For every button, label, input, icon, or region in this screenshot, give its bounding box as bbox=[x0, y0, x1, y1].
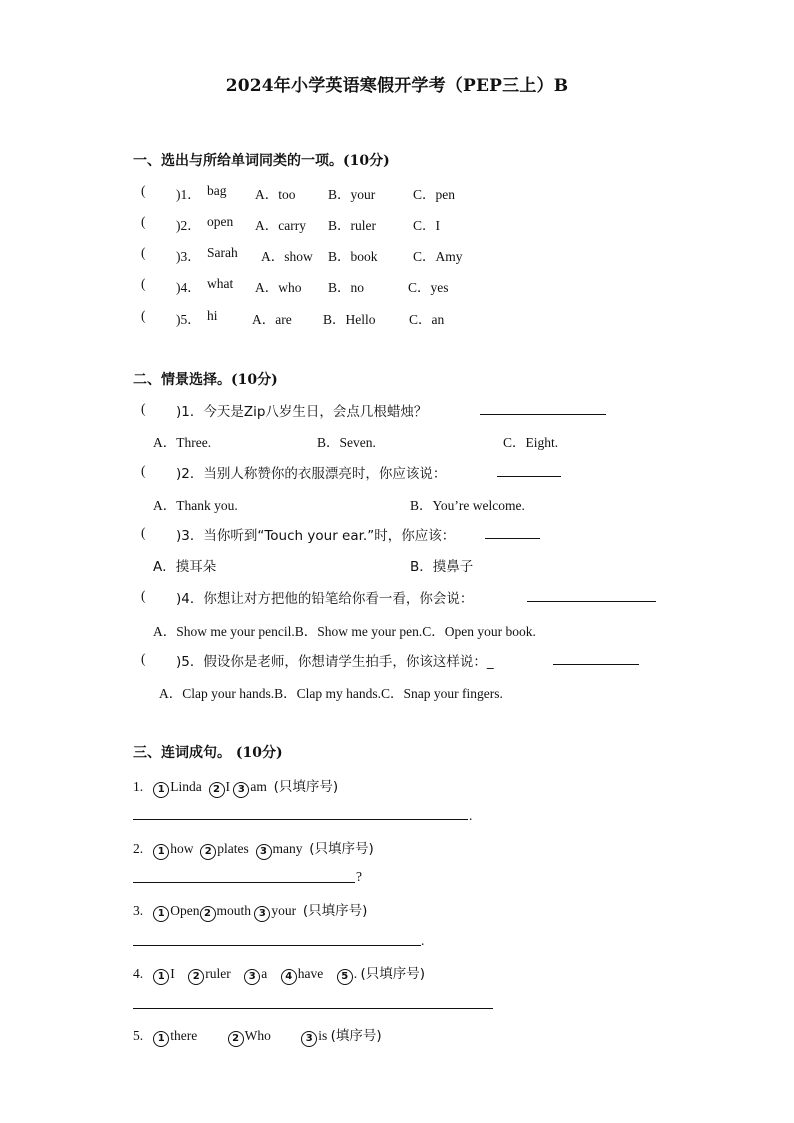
option-b: B．摸鼻子 bbox=[410, 559, 474, 575]
section-1-heading: 一、选出与所给单词同类的一项。(10分) bbox=[133, 153, 390, 169]
word: am bbox=[250, 779, 267, 794]
question-number: 2. bbox=[133, 841, 144, 856]
question-text: )5．假设你是老师，你想请学生拍手，你该这样说：_ bbox=[176, 654, 494, 670]
question-number: 4. bbox=[133, 966, 144, 981]
circled-number: 4 bbox=[281, 969, 297, 985]
circled-number: 3 bbox=[233, 782, 249, 798]
word: a bbox=[261, 966, 268, 981]
word: Open bbox=[170, 903, 200, 918]
word: your bbox=[271, 903, 297, 918]
given-word: bag bbox=[207, 183, 227, 198]
circled-number: 1 bbox=[153, 969, 169, 985]
circled-number: 2 bbox=[209, 782, 225, 798]
given-word: what bbox=[207, 276, 234, 291]
option-b: B．ruler bbox=[328, 218, 376, 233]
given-word: open bbox=[207, 214, 234, 229]
page-title: 2024年小学英语寒假开学考（PEP三上）B bbox=[225, 76, 569, 96]
word: Linda bbox=[170, 779, 202, 794]
sentence-end-mark: . bbox=[421, 933, 425, 948]
option-c: C．Amy bbox=[413, 249, 463, 264]
word: . bbox=[353, 966, 358, 981]
circled-number: 2 bbox=[228, 1031, 244, 1047]
option-a: A．are bbox=[252, 312, 292, 327]
instruction-note: (只填序号) bbox=[302, 903, 368, 919]
answer-paren[interactable]: ( bbox=[141, 525, 146, 540]
options-row: A．Clap your hands.B．Clap my hands.C．Snap your fingers. bbox=[159, 686, 503, 701]
given-word: Sarah bbox=[207, 245, 238, 260]
section-3-heading: 三、连词成句。 (10分) bbox=[133, 745, 283, 761]
question-number: )5． bbox=[176, 312, 201, 327]
option-b: B．no bbox=[328, 280, 365, 295]
answer-line[interactable] bbox=[133, 1008, 493, 1009]
word: Who bbox=[244, 1028, 271, 1043]
question-number: 3. bbox=[133, 903, 144, 918]
question-text: )3．当你听到“Touch your ear.”时，你应该： bbox=[176, 528, 456, 544]
scramble-words bbox=[133, 899, 367, 922]
option-c: C．yes bbox=[408, 280, 449, 295]
question-number: )1． bbox=[176, 187, 201, 202]
circled-number: 3 bbox=[254, 906, 270, 922]
circled-number: 3 bbox=[301, 1031, 317, 1047]
scramble-words bbox=[133, 962, 425, 985]
answer-paren[interactable]: ( bbox=[141, 463, 146, 478]
circled-number: 1 bbox=[153, 844, 169, 860]
question-text: )2．当别人称赞你的衣服漂亮时，你应该说： bbox=[176, 466, 447, 482]
circled-number: 1 bbox=[153, 906, 169, 922]
option-a: A．摸耳朵 bbox=[153, 559, 217, 575]
instruction-note: (只填序号) bbox=[360, 966, 426, 982]
word: how bbox=[170, 841, 194, 856]
sentence-end-mark: . bbox=[469, 808, 473, 823]
question-number: )3． bbox=[176, 249, 201, 264]
instruction-note: (填序号) bbox=[330, 1028, 382, 1044]
question-number: )4． bbox=[176, 280, 201, 295]
answer-line[interactable] bbox=[133, 819, 468, 820]
circled-number: 5 bbox=[337, 969, 353, 985]
scramble-words bbox=[133, 775, 338, 798]
word: there bbox=[170, 1028, 198, 1043]
section-2-heading: 二、情景选择。(10分) bbox=[133, 372, 278, 388]
circled-number: 3 bbox=[256, 844, 272, 860]
circled-number: 1 bbox=[153, 1031, 169, 1047]
option-a: A．Three. bbox=[153, 435, 212, 450]
circled-number: 2 bbox=[200, 906, 216, 922]
answer-blank[interactable] bbox=[480, 402, 606, 415]
answer-paren[interactable]: ( bbox=[141, 588, 146, 603]
instruction-note: (只填序号) bbox=[273, 779, 339, 795]
answer-blank[interactable] bbox=[527, 589, 656, 602]
answer-paren[interactable]: ( bbox=[141, 276, 146, 291]
question-text: )1．今天是Zip八岁生日，会点几根蜡烛？ bbox=[176, 404, 428, 420]
word: ruler bbox=[205, 966, 231, 981]
answer-paren[interactable]: ( bbox=[141, 401, 146, 416]
circled-number: 3 bbox=[244, 969, 260, 985]
option-b: B．You’re welcome. bbox=[410, 498, 525, 513]
instruction-note: (只填序号) bbox=[309, 841, 374, 857]
option-c: C．pen bbox=[413, 187, 455, 202]
option-c: C．Eight. bbox=[503, 435, 559, 450]
answer-paren[interactable]: ( bbox=[141, 183, 146, 198]
question-number: 5. bbox=[133, 1028, 144, 1043]
option-c: C．an bbox=[409, 312, 445, 327]
option-a: A．carry bbox=[255, 218, 306, 233]
question-number: )2． bbox=[176, 218, 201, 233]
option-b: B．your bbox=[328, 187, 376, 202]
answer-paren[interactable]: ( bbox=[141, 308, 146, 323]
option-a: A．who bbox=[255, 280, 302, 295]
option-b: B．book bbox=[328, 249, 378, 264]
word: I bbox=[225, 779, 230, 794]
option-c: C．I bbox=[413, 218, 440, 233]
word: have bbox=[297, 966, 324, 981]
answer-blank[interactable] bbox=[485, 526, 540, 539]
sentence-end-mark: ? bbox=[356, 869, 362, 884]
answer-paren[interactable]: ( bbox=[141, 214, 146, 229]
answer-blank[interactable] bbox=[553, 652, 639, 665]
answer-paren[interactable]: ( bbox=[141, 245, 146, 260]
scramble-words bbox=[133, 837, 374, 860]
question-number: 1. bbox=[133, 779, 144, 794]
answer-blank[interactable] bbox=[497, 464, 561, 477]
answer-line[interactable] bbox=[133, 882, 355, 883]
scramble-words bbox=[133, 1024, 382, 1047]
answer-line[interactable] bbox=[133, 945, 421, 946]
question-text: )4．你想让对方把他的铅笔给你看一看，你会说： bbox=[176, 591, 474, 607]
circled-number: 2 bbox=[200, 844, 216, 860]
answer-paren[interactable]: ( bbox=[141, 651, 146, 666]
given-word: hi bbox=[207, 308, 218, 323]
circled-number: 2 bbox=[188, 969, 204, 985]
option-a: A．too bbox=[255, 187, 296, 202]
option-a: A．show bbox=[261, 249, 313, 264]
word: mouth bbox=[216, 903, 252, 918]
option-b: B．Hello bbox=[323, 312, 376, 327]
word: plates bbox=[217, 841, 249, 856]
option-b: B．Seven. bbox=[317, 435, 376, 450]
option-a: A．Thank you. bbox=[153, 498, 238, 513]
circled-number: 1 bbox=[153, 782, 169, 798]
word: I bbox=[170, 966, 175, 981]
options-row: A．Show me your pencil.B．Show me your pen.C．Open your book. bbox=[153, 624, 536, 639]
word: is bbox=[318, 1028, 328, 1043]
word: many bbox=[272, 841, 303, 856]
